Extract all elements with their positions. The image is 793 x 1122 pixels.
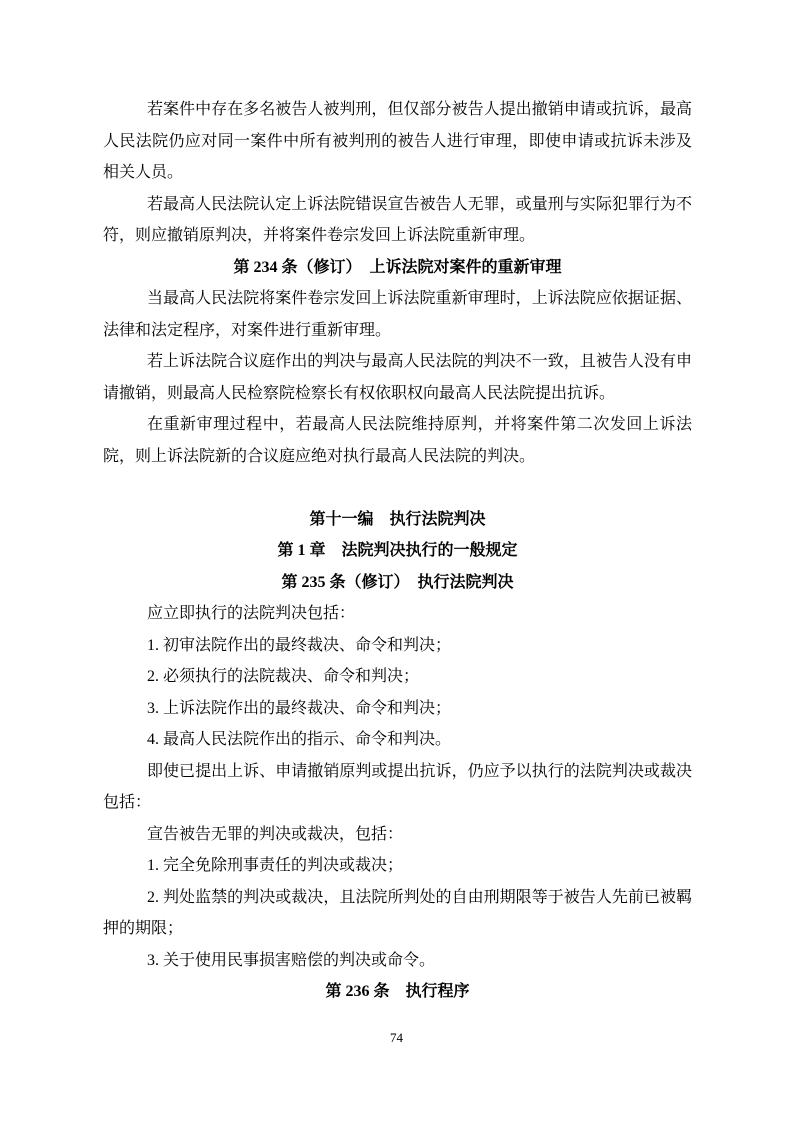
- text-column: [103, 94, 692, 1008]
- paragraph-second-remand-compliance: 在重新审理过程中，若最高人民法院维持原判，并将案件第二次发回上诉法院，则上诉法院新的合议庭应绝对执行最高人民法院的判决。: [103, 416, 692, 465]
- list-item-mandatory-rulings: 2. 必须执行的法院裁决、命令和判决；: [147, 668, 420, 685]
- paragraph-acquittal-judgments-intro: 宣告被告无罪的判决或裁决，包括：: [147, 825, 404, 843]
- paragraph-panel-divergence-protest: 若上诉法院合议庭作出的判决与最高人民法院的判决不一致，且被告人没有申请撤销，则最高人民检察院检察长有权依职权向最高人民法院提出抗诉。: [103, 353, 692, 402]
- heading-chapter-1: 第 1 章 法院判决执行的一般规定: [277, 542, 518, 559]
- heading-article-235: 第 235 条（修订） 执行法院判决: [281, 573, 514, 591]
- list-item-detention-term-equal: 2. 判处监禁的判决或裁决，且法院所判处的自由刑期限等于被告人先前已被羁押的期限；: [103, 888, 692, 937]
- list-item-first-instance-rulings: 1. 初审法院作出的最终裁决、命令和判决；: [147, 636, 452, 654]
- paragraph-multi-defendant-review: 若案件中存在多名被告人被判刑，但仅部分被告人提出撤销申请或抗诉，最高人民法院仍应对同一案件中所有被判刑的被告人进行审理，即使申请或抗诉未涉及相关人员。: [103, 101, 692, 181]
- list-item-appellate-rulings: 3. 上诉法院作出的最终裁决、命令和判决；: [147, 699, 452, 717]
- list-item-full-exemption: 1. 完全免除刑事责任的判决或裁决；: [147, 857, 404, 874]
- paragraph-execute-despite-appeal: 即使已提出上诉、申请撤销原判或提出抗诉，仍应予以执行的法院判决或裁决包括：: [103, 762, 692, 811]
- list-item-civil-damages: 3. 关于使用民事损害赔偿的判决或命令。: [147, 951, 436, 969]
- heading-article-236: 第 236 条 执行程序: [325, 983, 470, 1000]
- paragraph-wrongful-acquittal-remand: 若最高人民法院认定上诉法院错误宣告被告人无罪，或量刑与实际犯罪行为不符，则应撤销原判决，并将案件卷宗发回上诉法院重新审理。: [103, 195, 692, 244]
- list-item-supreme-court-directives: 4. 最高人民法院作出的指示、命令和判决。: [147, 731, 452, 748]
- page-number: 74: [390, 1030, 403, 1045]
- paragraph-retrial-basis: 当最高人民法院将案件卷宗发回上诉法院重新审理时，上诉法院应依据证据、法律和法定程序，对案件进行重新审理。: [103, 290, 692, 339]
- heading-part-eleven: 第十一编 执行法院判决: [309, 510, 486, 528]
- heading-article-234: 第 234 条（修订） 上诉法院对案件的重新审理: [233, 258, 562, 276]
- paragraph-immediate-execution-intro: 应立即执行的法院判决包括：: [147, 605, 356, 622]
